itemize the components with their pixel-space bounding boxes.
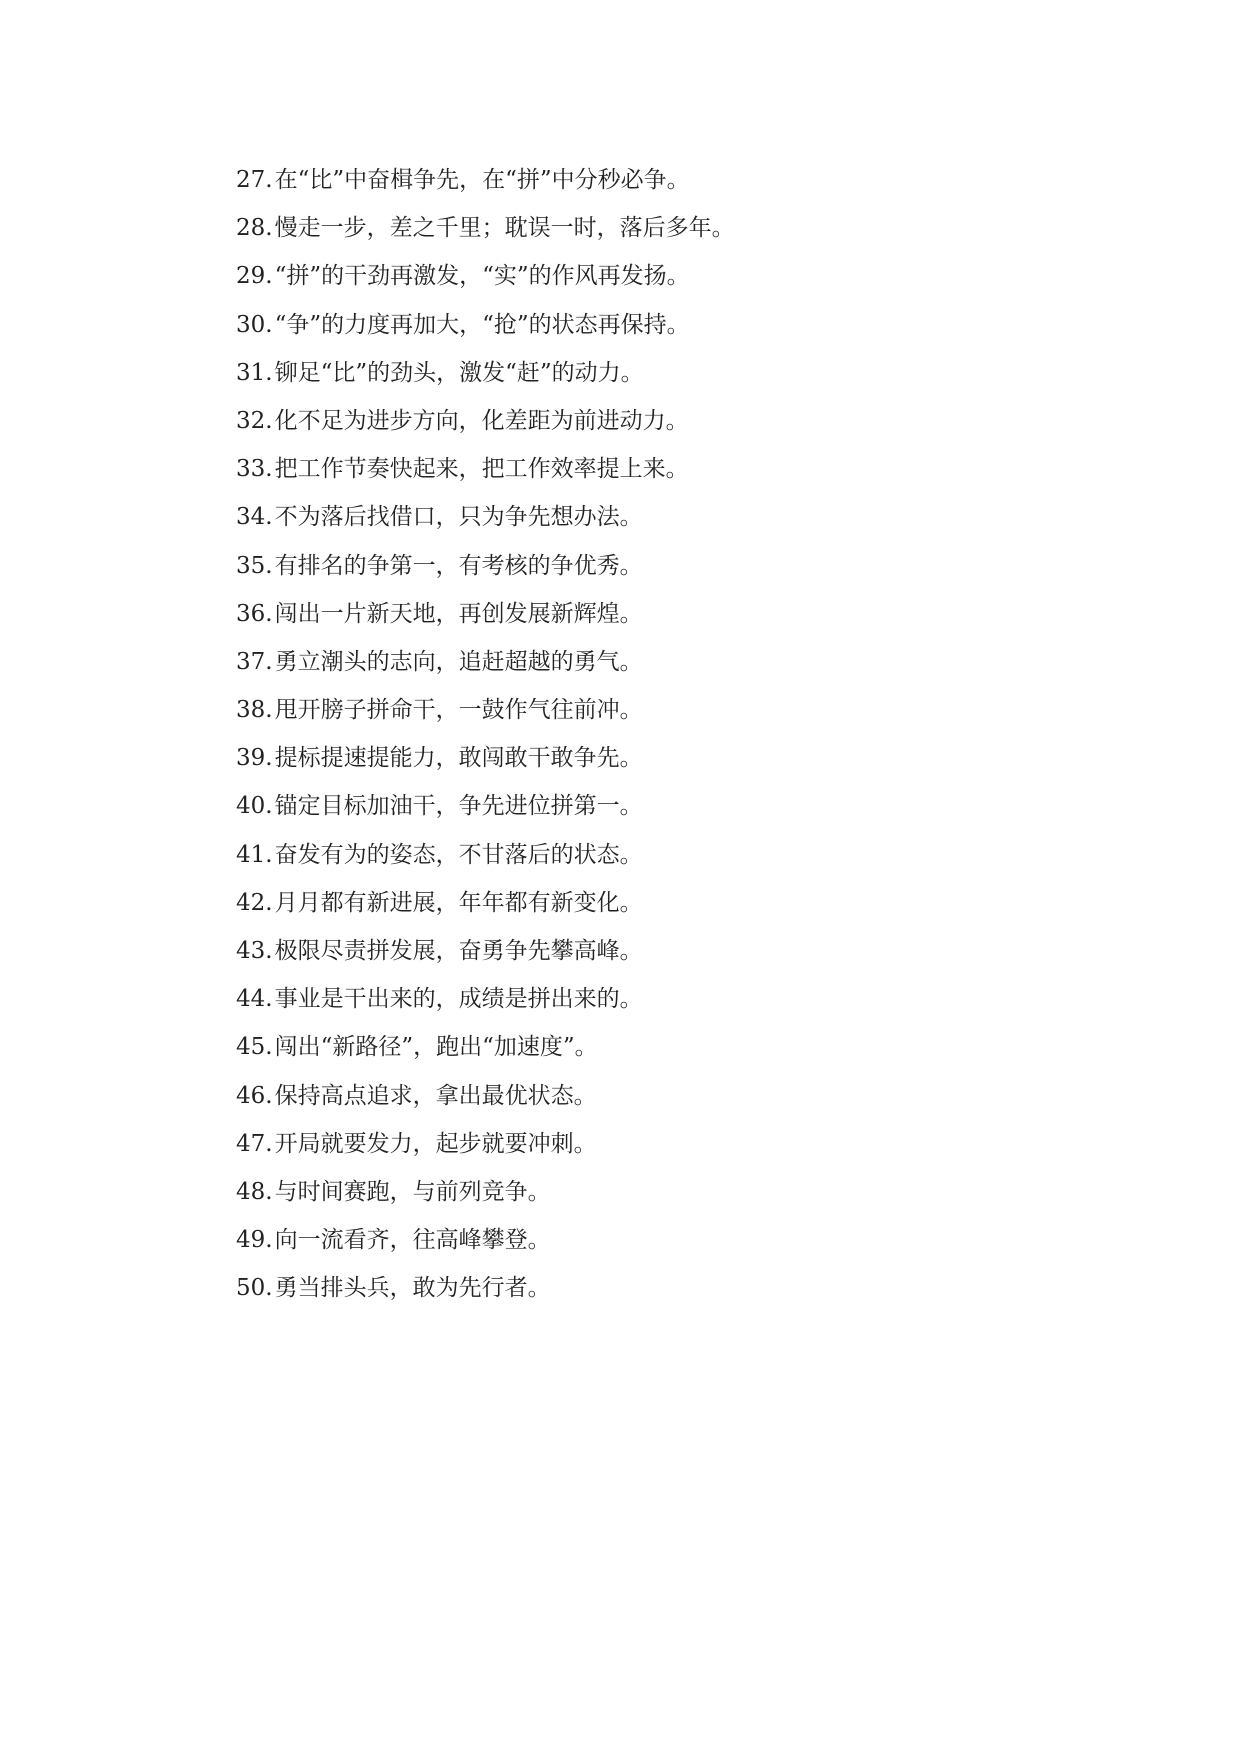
- item-number: 41.: [236, 841, 273, 868]
- list-item: [236, 349, 735, 397]
- item-text: 保持高点追求，拿出最优状态。: [274, 1082, 597, 1109]
- item-text: “争”的力度再加大，“抢”的状态再保持。: [274, 311, 690, 338]
- item-text: 铆足“比”的劲头，激发“赶”的动力。: [274, 359, 644, 386]
- item-text: 向一流看齐，往高峰攀登。: [274, 1227, 551, 1254]
- item-text: 在“比”中奋楫争先，在“拼”中分秒必争。: [274, 167, 690, 193]
- item-number: 50.: [236, 1275, 273, 1302]
- item-text: 与时间赛跑，与前列竞争。: [274, 1178, 551, 1205]
- item-number: 42.: [236, 889, 273, 916]
- item-number: 29.: [236, 263, 273, 290]
- item-number: 46.: [236, 1082, 273, 1109]
- list-item: [236, 204, 735, 252]
- item-text: 闯出“新路径”，跑出“加速度”。: [274, 1034, 598, 1061]
- item-text: 极限尽责拼发展，奋勇争先攀高峰。: [274, 938, 643, 964]
- list-item: [236, 1023, 735, 1071]
- item-number: 32.: [236, 407, 273, 434]
- item-number: 37.: [236, 648, 273, 675]
- item-text: 不为落后找借口，只为争先想办法。: [274, 504, 643, 531]
- list-item: [236, 1168, 735, 1216]
- item-text: 事业是干出来的，成绩是拼出来的。: [274, 986, 643, 1013]
- item-number: 36.: [236, 600, 273, 627]
- list-item: [236, 445, 735, 493]
- list-item: [236, 831, 735, 879]
- list-item: [236, 734, 735, 782]
- item-number: 45.: [236, 1034, 273, 1061]
- item-text: 有排名的争第一，有考核的争优秀。: [274, 552, 643, 579]
- item-number: 48.: [236, 1178, 273, 1205]
- item-text: 慢走一步，差之千里；耽误一时，落后多年。: [274, 215, 735, 242]
- list-item: [236, 397, 735, 445]
- list-item: [236, 1216, 735, 1264]
- item-text: 把工作节奏快起来，把工作效率提上来。: [274, 456, 689, 483]
- item-number: 30.: [236, 311, 273, 338]
- item-text: 提标提速提能力，敢闯敢干敢争先。: [274, 745, 643, 772]
- item-number: 34.: [236, 504, 273, 531]
- item-number: 40.: [236, 793, 273, 820]
- item-number: 47.: [236, 1130, 273, 1157]
- list-item: [236, 1120, 735, 1168]
- item-text: 勇立潮头的志向，追赶超越的勇气。: [274, 648, 643, 675]
- list-item: [236, 542, 735, 590]
- list-item: [236, 252, 735, 300]
- list-item: [236, 927, 735, 975]
- slogan-list: [236, 156, 735, 1313]
- list-item: [236, 301, 735, 349]
- item-number: 39.: [236, 745, 273, 772]
- list-item: [236, 590, 735, 638]
- item-text: 勇当排头兵，敢为先行者。: [274, 1275, 551, 1302]
- item-text: 化不足为进步方向，化差距为前进动力。: [274, 407, 689, 434]
- list-item: [236, 782, 735, 830]
- item-text: 开局就要发力，起步就要冲刺。: [274, 1130, 597, 1157]
- list-item: [236, 1264, 735, 1312]
- item-text: 奋发有为的姿态，不甘落后的状态。: [274, 841, 643, 868]
- list-item: [236, 879, 735, 927]
- item-text: “拼”的干劲再激发，“实”的作风再发扬。: [274, 263, 690, 290]
- item-number: 49.: [236, 1227, 273, 1254]
- item-number: 27.: [236, 167, 273, 193]
- list-item: [236, 156, 735, 204]
- item-number: 33.: [236, 456, 273, 483]
- list-item: [236, 1072, 735, 1120]
- item-number: 43.: [236, 938, 273, 964]
- list-item: [236, 493, 735, 541]
- item-text: 月月都有新进展，年年都有新变化。: [274, 889, 643, 916]
- item-text: 闯出一片新天地，再创发展新辉煌。: [274, 600, 643, 627]
- item-text: 锚定目标加油干，争先进位拼第一。: [274, 793, 643, 820]
- list-item: [236, 638, 735, 686]
- item-number: 31.: [236, 359, 273, 386]
- item-text: 甩开膀子拼命干，一鼓作气往前冲。: [274, 697, 643, 724]
- item-number: 28.: [236, 215, 273, 242]
- item-number: 38.: [236, 697, 273, 724]
- item-number: 44.: [236, 986, 273, 1013]
- list-item: [236, 686, 735, 734]
- list-item: [236, 975, 735, 1023]
- item-number: 35.: [236, 552, 273, 579]
